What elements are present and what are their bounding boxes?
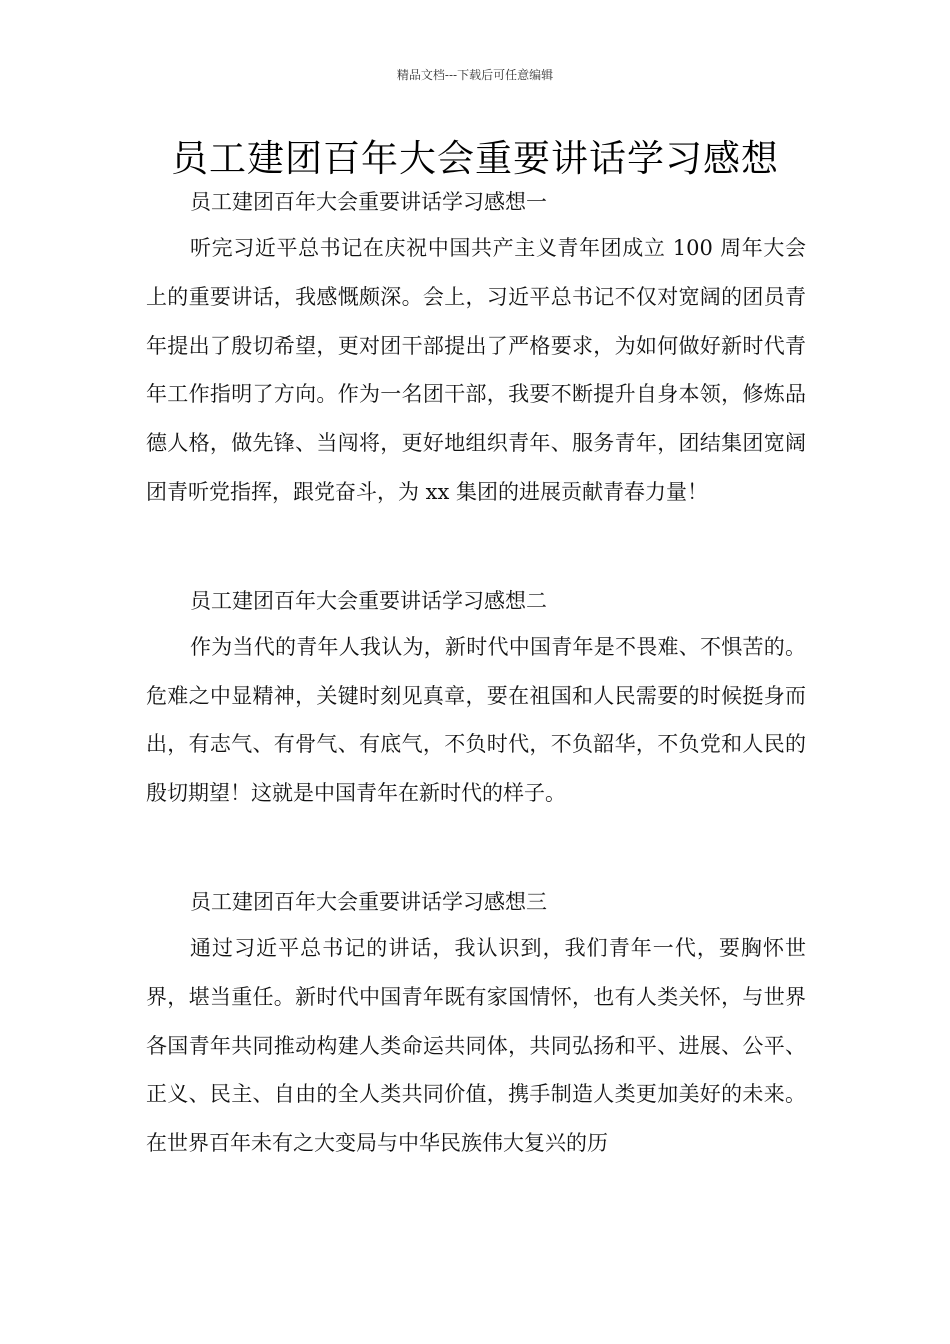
section-heading: 员工建团百年大会重要讲话学习感想三 xyxy=(190,889,547,914)
section-heading: 员工建团百年大会重要讲话学习感想一 xyxy=(190,190,547,214)
document-body xyxy=(146,180,806,1168)
section-heading: 员工建团百年大会重要讲话学习感想二 xyxy=(190,588,547,613)
section-3 xyxy=(146,880,806,1168)
section-paragraph: 作为当代的青年人我认为，新时代中国青年是不畏难、不惧苦的。危难之中显精神，关键时刻见真章，要在祖国和人民需要的时候挺身而出，有志气、有骨气、有底气，不负时代，不负韶华，不负党和人民的殷切期望！这就是中国青年在新时代的样子。 xyxy=(146,634,806,806)
section-2 xyxy=(146,579,806,818)
section-spacer xyxy=(146,517,806,579)
document-title: 员工建团百年大会重要讲话学习感想 xyxy=(171,137,779,180)
section-1 xyxy=(146,180,806,517)
section-paragraph: 听完习近平总书记在庆祝中国共产主义青年团成立 100 周年大会上的重要讲话，我感慨颇深。会上，习近平总书记不仅对宽阔的团员青年提出了殷切希望，更对团干部提出了严格要求，为如何做好新时代青年工作指明了方向。作为一名团干部，我要不断提升自身本领，修炼品德人格，做先锋、当闯将，更好地组织青年、服务青年，团结集团宽阔团青听党指挥，跟党奋斗，为 xx 集团的进展贡献青春力量！ xyxy=(146,236,806,504)
header-note: 精品文档---下载后可任意编辑 xyxy=(396,68,554,82)
section-spacer xyxy=(146,818,806,880)
section-paragraph: 通过习近平总书记的讲话，我认识到，我们青年一代，要胸怀世界，堪当重任。新时代中国青年既有家国情怀，也有人类关怀，与世界各国青年共同推动构建人类命运共同体，共同弘扬和平、进展、公平、正义、民主、自由的全人类共同价值，携手制造人类更加美好的未来。在世界百年未有之大变局与中华民族伟大复兴的历 xyxy=(146,935,806,1156)
